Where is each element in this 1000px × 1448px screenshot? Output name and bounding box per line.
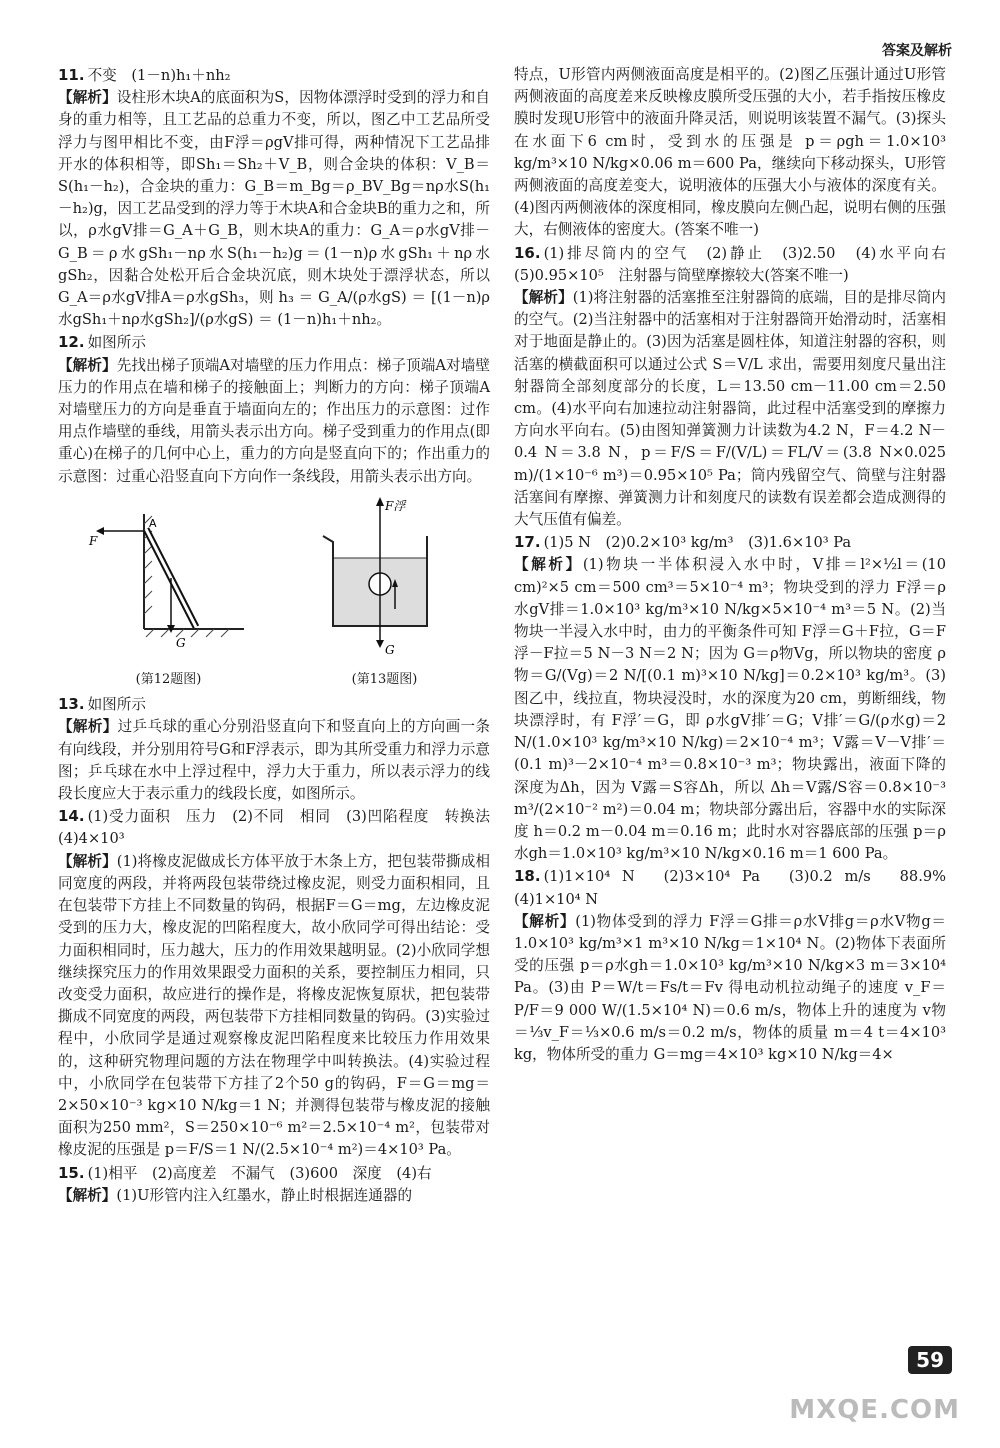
answer-14 bbox=[58, 805, 505, 1161]
question-number: 17. bbox=[514, 533, 541, 552]
answer-16 bbox=[514, 242, 961, 532]
analysis-tag: 【解析】 bbox=[58, 356, 117, 374]
question-number: 14. bbox=[58, 807, 85, 826]
figure-12 bbox=[84, 509, 254, 691]
answer-head: 如图所示 bbox=[87, 696, 146, 714]
answer-head: (1)5 N (2)0.2×10³ kg/m³ (3)1.6×10³ Pa bbox=[543, 534, 852, 552]
analysis-body: (1)物块一半体积浸入水中时，V排＝l²×½l＝(10 cm)²×5 cm＝500 cm³＝5×10⁻⁴ m³；物块受到的浮力 F浮＝ρ水gV排＝1.0×10³ kg/m³×10 N/kg×5×10⁻⁴ m³＝5 N。(2)当物块一半浸入水中时，由力的平衡条件可知 F浮＝G＋F拉，G＝F浮－F拉＝5 N－3 N＝2 N；因为 G＝ρ物Vg，所以物块的密度 ρ物＝G/(Vg)＝2 N/[(0.1 m)³×10 N/kg]＝0.2×10³ kg/m³。(3)图乙中，线拉直，物块浸没时，水的深度为20 cm，剪断细线，物块漂浮时，有 F浮′＝G，即 ρ水gV排′＝G；V排′＝G/(ρ水g)＝2 N/(1.0×10³ kg/m³×10 N/kg)＝2×10⁻⁴ m³；V露＝V－V排′＝(0.1 m)³－2×10⁻⁴ m³＝0.8×10⁻³ m³；物块露出，液面下降的深度为Δh，因为 V露＝S容Δh，所以 Δh＝V露/S容＝0.8×10⁻³ m³/(2×10⁻² m²)＝0.04 m；物块部分露出后，容器中水的实际深度 h＝0.2 m－0.04 m＝0.16 m；此时水对容器底部的压强 p＝ρ水gh＝1.0×10³ kg/m³×10 N/kg×0.16 m＝1 600 Pa。 bbox=[514, 556, 946, 863]
answer-12 bbox=[58, 331, 490, 487]
question-number: 15. bbox=[58, 1163, 85, 1182]
label-f-buoyancy: F浮 bbox=[384, 498, 405, 513]
analysis-body: (1)将注射器的活塞推至注射器筒的底端，目的是排尽筒内的空气。(2)当注射器中的活塞相对于注射器筒开始滑动时，活塞相对于地面是静止的。(3)因为活塞是圆柱体，知道注射器的容积，则活塞的横截面积可以通过公式 S＝V/L 求出，需要用刻度尺量出注射器筒全部刻度部分的长度，L＝13.50 cm－11.00 cm＝2.50 cm。(4)水平向右加速拉动注射器筒，此过程中活塞受到的摩擦力方向水平向右。(5)由图知弹簧测力计读数为4.2 N，F＝4.2 N－0.4 N＝3.8 N，p＝F/S＝F/(V/L)＝FL/V＝(3.8 N×0.025 m)/(1×10⁻⁶ m³)＝0.95×10⁵ Pa；筒内残留空气、筒壁与注射器活塞间有摩擦、弹簧测力计和刻度尺的读数有误差都会造成测得的大气压值有偏差。 bbox=[514, 289, 946, 529]
analysis-tag: 【解析】 bbox=[514, 912, 576, 930]
answer-13 bbox=[58, 693, 490, 805]
question-number: 11. bbox=[58, 66, 85, 84]
analysis-body: (1)将橡皮泥做成长方体平放于木条上方，把包装带撕成相同宽度的两段，并将两段包装带绕过橡皮泥，则受力面积相同，且在包装带下方挂上不同数量的钩码，根据F＝G＝mg，左边橡皮泥受到的压力大，橡皮泥的凹陷程度大，故小欣同学可得出结论：受力面积相同时，压力越大，压力的作用效果越明显。(2)小欣同学想继续探究压力的作用效果跟受力面积的关系，要控制压力相同，只改变受力面积，故应进行的操作是，将橡皮泥恢复原状，把包装带撕成不同宽度的两段，两包装带下方挂相同数量的钩码。(3)实验过程中，小欣同学是通过观察橡皮泥凹陷程度来比较压力作用效果的，这种研究物理问题的方法在物理学中叫转换法。(4)实验过程中，小欣同学在包装带下方挂了2个50 g的钩码，F＝G＝mg＝2×50×10⁻³ kg×10 N/kg＝1 N；并测得包装带与橡皮泥的接触面积为250 mm²，S＝250×10⁻⁶ m²＝2.5×10⁻⁴ m²，包装带对橡皮泥的压强是 p＝F/S＝1 N/(2.5×10⁻⁴ m²)＝4×10³ Pa。 bbox=[58, 852, 490, 1159]
label-f: F bbox=[88, 533, 97, 548]
label-a: A bbox=[148, 516, 157, 530]
answer-head: (1)1×10⁴ N (2)3×10⁴ Pa (3)0.2 m/s 88.9% (4)1×10⁴ N bbox=[514, 868, 961, 908]
question-number: 18. bbox=[514, 867, 541, 886]
analysis-tag: 【解析】 bbox=[58, 89, 117, 107]
answer-head: (1)相平 (2)高度差 不漏气 (3)600 深度 (4)右 bbox=[87, 1164, 432, 1182]
question-number: 13. bbox=[58, 695, 85, 714]
answer-head: (1)排尽筒内的空气 (2)静止 (3)2.50 (4)水平向右 (5)0.95×10⁵ 注射器与筒壁摩擦较大(答案不唯一) bbox=[514, 244, 961, 284]
answer-head: 不变 (1－n)h₁＋nh₂ bbox=[87, 67, 231, 84]
answer-head: (1)受力面积 压力 (2)不同 相同 (3)凹陷程度 转换法 (4)4×10³ bbox=[58, 808, 505, 848]
page-number: 59 bbox=[908, 1346, 952, 1374]
answer-15-continued bbox=[514, 64, 946, 242]
answer-18 bbox=[514, 865, 961, 1066]
analysis-tag: 【解析】 bbox=[58, 852, 117, 870]
label-g: G bbox=[175, 635, 186, 650]
left-column bbox=[58, 64, 505, 1207]
beaker-diagram bbox=[305, 494, 465, 659]
question-number: 12. bbox=[58, 333, 85, 352]
analysis-body: 设柱形木块A的底面积为S，因物体漂浮时受到的浮力和自身的重力相等，且工艺品的总重力不变，所以，图乙中工艺品所受浮力与图甲相比不变，由F浮＝ρgV排可得，两种情况下工艺品排开水的体积相等，即Sh₁＝Sh₂＋V_B，则合金块的体积：V_B＝S(h₁－h₂)，合金块的重力：G_B＝m_Bg＝ρ_BV_Bg＝nρ水S(h₁－h₂)g，因工艺品受到的浮力等于木块A和合金块B的重力之和，所以，ρ水gV排＝G_A＋G_B，则木块A的重力：G_A＝ρ水gV排－G_B＝ρ水gSh₁－nρ水S(h₁－h₂)g＝(1－n)ρ水gSh₁＋nρ水gSh₂，因黏合处松开后合金块沉底，则木块处于漂浮状态，所以G_A＝ρ水gV排A＝ρ水gSh₃，则 h₃ ＝ G_A/(ρ水gS) ＝ [(1－n)ρ水gSh₁＋nρ水gSh₂]/(ρ水gS) ＝ (1－n)h₁＋nh₂。 bbox=[58, 89, 490, 329]
figure-13-caption: (第13题图) bbox=[351, 672, 418, 688]
ladder-diagram bbox=[84, 509, 254, 659]
analysis-tag: 【解析】 bbox=[58, 1186, 117, 1204]
analysis-tag: 【解析】 bbox=[58, 718, 118, 736]
analysis-body: 先找出梯子顶端A对墙壁的压力作用点：梯子顶端A对墙壁压力的作用点在墙和梯子的接触面上；判断力的方向：梯子顶端A对墙壁压力的方向是垂直于墙面向左的；作出压力的示意图：过作用点作墙壁的垂线，用箭头表示出方向。梯子受到重力的作用点(即重心)在梯子的几何中心上，重力的方向是竖直向下的；作出重力的示意图：过重心沿竖直向下方向作一条线段，用箭头表示出方向。 bbox=[58, 356, 490, 485]
answer-head: 如图所示 bbox=[87, 334, 146, 352]
answer-11 bbox=[58, 64, 490, 331]
answer-17 bbox=[514, 531, 946, 865]
right-column bbox=[514, 64, 961, 1066]
figure-12-caption: (第12题图) bbox=[135, 672, 202, 688]
analysis-tag: 【解析】 bbox=[514, 556, 583, 574]
answer-15 bbox=[58, 1162, 490, 1207]
analysis-body: 特点，U形管内两侧液面高度是相平的。(2)图乙压强计通过U形管两侧液面的高度差来反映橡皮膜所受压强的大小，若手指按压橡皮膜时发现U形管中的液面升降灵活，则说明该装置不漏气。(3)探头在水面下6 cm时，受到水的压强是 p＝ρgh＝1.0×10³ kg/m³×10 N/kg×0.06 m＝600 Pa，继续向下移动探头，U形管两侧液面的高度差变大，说明液体的压强大小与液体的深度有关。(4)图丙两侧液体的深度相同，橡皮膜向左侧凸起，说明右侧的压强大，右侧液体的密度大。(答案不唯一) bbox=[514, 66, 946, 239]
question-number: 16. bbox=[514, 243, 541, 262]
analysis-body: (1)物体受到的浮力 F浮＝G排＝ρ水V排g＝ρ水V物g＝1.0×10³ kg/m³×1 m³×10 N/kg＝1×10⁴ N。(2)物体下表面所受的压强 p＝ρ水gh＝1.0×10³ kg/m³×10 N/kg×3 m＝3×10⁴ Pa。(3)由 P＝W/t＝Fs/t＝Fv 得电动机拉动绳子的速度 v_F＝P/F＝9 000 W/(1.5×10⁴ N)＝0.6 m/s，物体上升的速度为 v物＝⅓v_F＝⅓×0.6 m/s＝0.2 m/s，物体的质量 m＝4 t＝4×10³ kg，物体所受的重力 G＝mg＝4×10³ kg×10 N/kg＝4× bbox=[514, 912, 946, 1063]
label-g: G bbox=[384, 642, 395, 657]
watermark: MXQE.COM bbox=[789, 1395, 960, 1425]
figures-row bbox=[58, 494, 490, 691]
analysis-body: (1)U形管内注入红墨水，静止时根据连通器的 bbox=[116, 1186, 413, 1204]
analysis-tag: 【解析】 bbox=[514, 289, 573, 307]
page-header-title: 答案及解析 bbox=[882, 43, 952, 59]
figure-13 bbox=[305, 494, 465, 691]
analysis-body: 过乒乓球的重心分别沿竖直向下和竖直向上的方向画一条有向线段，并分别用符号G和F浮表示，即为其所受重力和浮力示意图；乒乓球在水中上浮过程中，浮力大于重力，所以表示浮力的线段长度应大于表示重力的线段长度，如图所示。 bbox=[58, 718, 490, 803]
